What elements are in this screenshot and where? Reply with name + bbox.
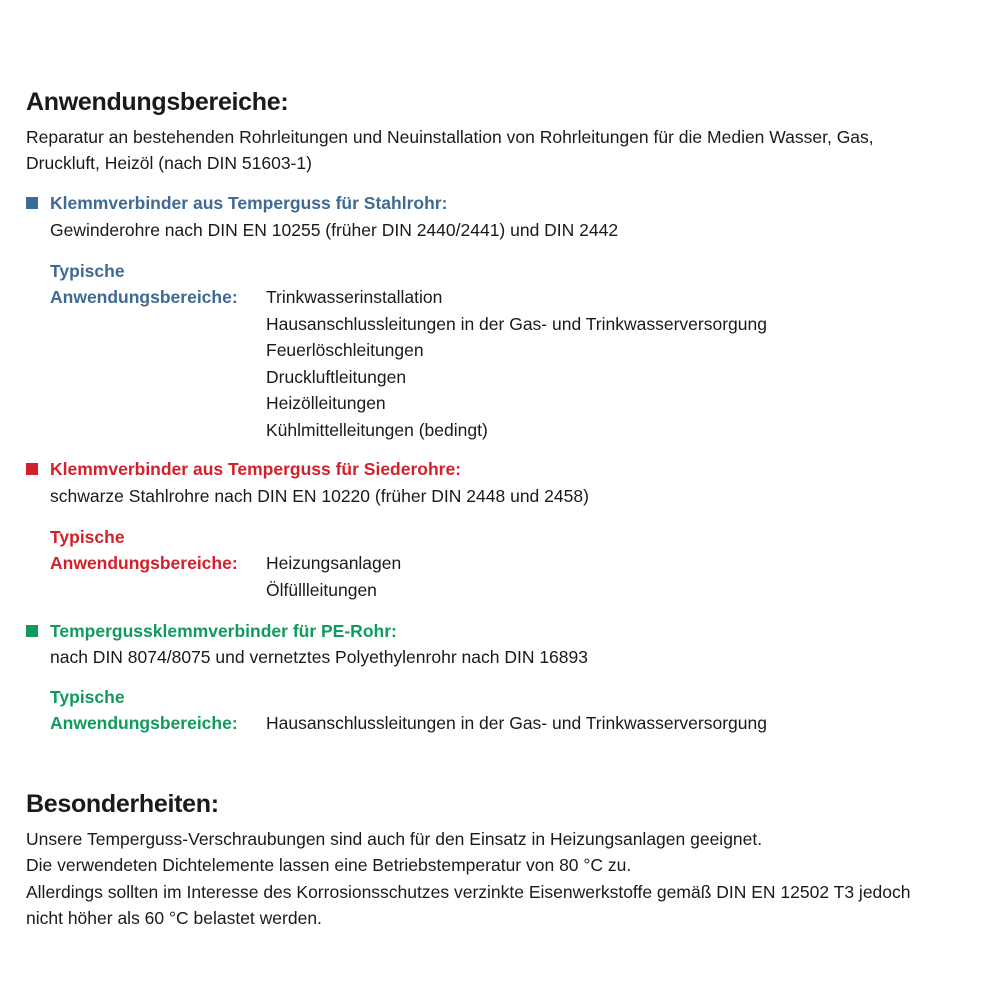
label-anwendungsbereiche: Anwendungsbereiche:: [50, 713, 238, 733]
list-item: Kühlmittelleitungen (bedingt): [266, 419, 488, 440]
label-typische: Typische: [50, 527, 125, 547]
applications-list-pe-rohr: [266, 710, 767, 737]
list-item: Trinkwasserinstallation: [266, 287, 443, 307]
section-title-siederohre: Klemmverbinder aus Temperguss für Siederohre:: [50, 459, 462, 479]
section-subtitle-pe-rohr: nach DIN 8074/8075 und vernetztes Polyethylenrohr nach DIN 16893: [50, 647, 588, 667]
label-anwendungsbereiche: Anwendungsbereiche:: [50, 553, 238, 573]
label-anwendungsbereiche: Anwendungsbereiche:: [50, 287, 238, 307]
label-typische: Typische: [50, 261, 125, 281]
besonderheiten-line-2: Die verwendeten Dichtelemente lassen eine Betriebstemperatur von 80 °C zu.: [26, 855, 632, 875]
section-title-pe-rohr: Tempergussklemmverbinder für PE-Rohr:: [50, 621, 397, 641]
heading-anwendungsbereiche: Anwendungsbereiche:: [26, 88, 289, 116]
applications-list-stahlrohr: [266, 284, 767, 443]
heading-besonderheiten: Besonderheiten:: [26, 790, 219, 818]
section-subtitle-stahlrohr: Gewinderohre nach DIN EN 10255 (früher DIN 2440/2441) und DIN 2442: [50, 220, 619, 240]
besonderheiten-line-3: Allerdings sollten im Interesse des Korrosionsschutzes verzinkte Eisenwerkstoffe gemäß DIN EN 12502 T3 jedoch: [26, 882, 911, 902]
besonderheiten-line-4: nicht höher als 60 °C belastet werden.: [26, 908, 322, 928]
intro-line-1: Reparatur an bestehenden Rohrleitungen und Neuinstallation von Rohrleitungen für die Medien Wasser, Gas,: [26, 127, 874, 147]
bullet-square-icon: [26, 463, 38, 475]
section-subtitle-siederohre: schwarze Stahlrohre nach DIN EN 10220 (früher DIN 2448 und 2458): [50, 486, 589, 506]
list-item: Druckluftleitungen: [266, 366, 407, 387]
list-item: Ölfüllleitungen: [266, 579, 377, 600]
section-title-stahlrohr: Klemmverbinder aus Temperguss für Stahlrohr:: [50, 193, 448, 213]
list-item: Feuerlöschleitungen: [266, 340, 424, 360]
list-item: Heizungsanlagen: [266, 553, 402, 573]
list-item: Hausanschlussleitungen in der Gas- und Trinkwasserversorgung: [266, 313, 767, 334]
label-typische: Typische: [50, 687, 125, 707]
list-item: Heizölleitungen: [266, 393, 386, 413]
besonderheiten-line-1: Unsere Temperguss-Verschraubungen sind auch für den Einsatz in Heizungsanlagen geeignet.: [26, 829, 763, 849]
list-item: Hausanschlussleitungen in der Gas- und Trinkwasserversorgung: [266, 713, 767, 733]
bullet-square-icon: [26, 625, 38, 637]
bullet-square-icon: [26, 197, 38, 209]
intro-line-2: Druckluft, Heizöl (nach DIN 51603-1): [26, 153, 312, 173]
applications-list-siederohre: [266, 550, 401, 603]
